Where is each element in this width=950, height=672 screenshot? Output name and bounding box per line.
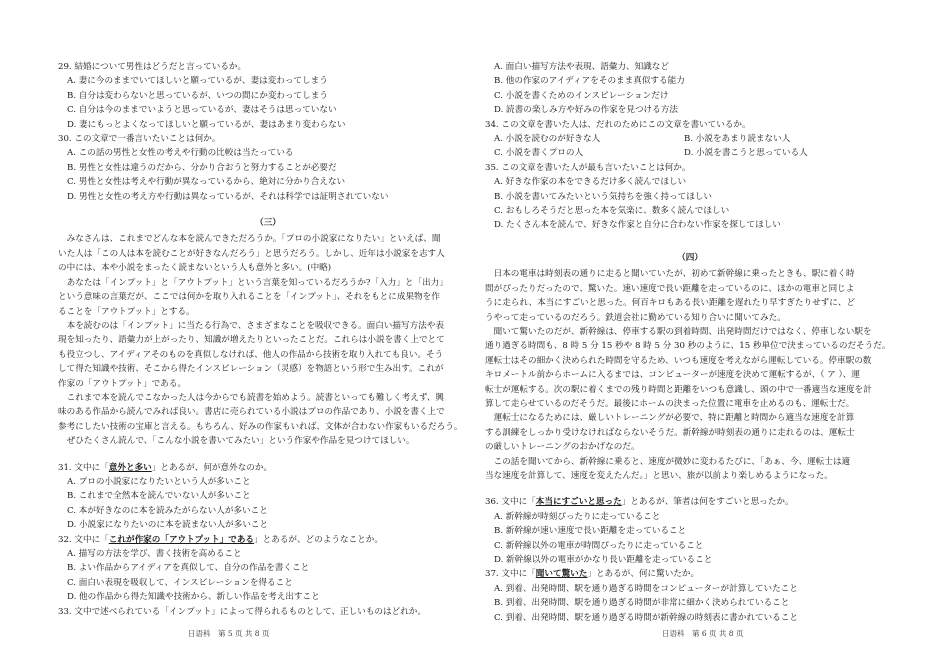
- q36-option-b: B. 新幹線が速い速度で長い距離を走っていること: [494, 526, 687, 537]
- q34-stem: 34. この文章を書いた人は、だれのためにこの文章を書いているか。: [485, 119, 751, 130]
- q35-option-d: D. たくさん本を読んで、好きな作家と自分に合わない作家を探してほしい: [494, 220, 781, 231]
- passage-3-line: これまで本を読んでこなかった人は今からでも読書を始めよう。読書といっても難しく考えず、興: [58, 392, 444, 403]
- q30-option-d: D. 男性と女性の考え方や行動は異なっているが、それは科学では証明されていない: [67, 191, 389, 202]
- q29-option-a: A. 妻に今のままでいてほしいと願っているが、妻は変わってしまう: [67, 76, 328, 87]
- q36-option-d: D. 新幹線以外の電車がかなり長い距離を走っていること: [494, 555, 713, 565]
- passage-4-line: うやって走っているのだろう。鉄道会社に勤めている知り合いに聞いてみた。: [485, 312, 786, 323]
- passage-4-line: 運転士になるためには、厳しいトレーニングが必要で、特に距離と時間から適当な速度を計算: [485, 413, 855, 424]
- q33-option-c: C. 小説を書くためのインスピレーションだけ: [494, 90, 669, 101]
- q31-option-d: D. 小説家になりたいのに本を読まない人が多いこと: [67, 520, 269, 531]
- q34-option-d: D. 小説を書こうと思っている人: [684, 148, 808, 159]
- passage-3-line: ぜひたくさん読んで、「こんな小説を書いてみたい」という作家や作品を見つけてほしい。: [58, 436, 415, 447]
- passage-3-line: みなさんは、これまでどんな本を読んできただろうか。「プロの小説家になりたい」といえば、聞: [58, 234, 441, 245]
- q33-option-b: B. 他の作家のアイディアをそのまま真似する能力: [494, 76, 685, 87]
- q35-option-a: A. 好きな作家の本をできるだけ多く読んでほしい: [494, 177, 687, 188]
- section-3-title: （三）: [255, 218, 281, 229]
- passage-4-line: 算して走らせているのだそうだ。最後にホームの決まった位置に電車を止めるのも、運転士だ。: [485, 398, 855, 409]
- q37-underlined-phrase: 聞いて驚いた: [535, 569, 588, 580]
- q31-stem: 31. 文中に「意外と多い」とあるが、何が意外なのか。: [58, 462, 273, 473]
- passage-3-line: 作家の「アウトプット」である。: [58, 378, 187, 389]
- q33-option-d: D. 読書の楽しみ方や好みの作家を見つける方法: [494, 105, 678, 116]
- passage-4-line: うに走られ、本当にすごいと思った。何百キロもある長い距離を遅れたり早すぎたりせずに、ど: [485, 298, 856, 309]
- passage-4-line: 間がぴったりだったので、驚いた。速い速度で長い距離を走っているのに、ほかの電車と同じよ: [485, 283, 855, 294]
- q35-option-b: B. 小説を書いてみたいという気持ちを強く持ってほしい: [494, 191, 713, 202]
- passage-4-line: 転士が運転する。次の駅に着くまでの残り時間と距離をいつも意識し、頭の中で一番適当な速度を計: [485, 384, 872, 395]
- q31-option-b: B. これまで全然本を読んでいない人が多いこと: [67, 491, 251, 502]
- q31-option-c: C. 本が好きなのに本を読みたがらない人が多いこと: [67, 505, 268, 516]
- passage-4-line: 当な速度を計算して、速度を変えたんだ。」と思い、旅が以前より楽しめるようになった。: [485, 470, 833, 481]
- passage-4-line: 通り過ぎる時間も、8 時 5 分 15 秒や 8 時 5 分 30 秒のように、15 秒単位で決まっているのだそうだ。: [485, 341, 891, 352]
- page-footer-left: 日语科 第 5 页 共 8 页: [188, 629, 270, 638]
- q32-option-d: D. 他の作品から得た知識や技術から、新しい作品を考え出すこと: [67, 592, 320, 603]
- q34-options-row: [485, 146, 895, 160]
- q37-option-b: B. 到着、出発時間、駅を通り過ぎる時間が非常に細かく決められていること: [494, 598, 790, 609]
- q30-option-c: C. 男性と女性は考えや行動が異なっているから、絶対に分かり合えない: [67, 177, 346, 188]
- passage-3-line: いた人は「この人は本を読むことが好きなんだろう」と思うだろう。しかし、近年は小説家を志す人: [58, 248, 445, 259]
- q30-stem: 30. この文章で一番言いたいことは何か。: [58, 134, 221, 145]
- q37-option-a: A. 到着、出発時間、駅を通り過ぎる時間をコンピューターが計算していたこと: [494, 583, 798, 594]
- passage-3-line: という意味の言葉だが、ここでは何かを取り入れることを「インプット」、それをもとに成果物を作: [58, 292, 440, 303]
- q34-option-a: A. 小説を読むのが好きな人: [494, 134, 601, 145]
- q36-underlined-phrase: 本当にすごいと思った: [535, 497, 622, 508]
- q29-option-d: D. 妻にもっとよくなってほしいと願っているが、妻はあまり変わらない: [67, 119, 346, 130]
- q29-option-b: B. 自分は変わらないと思っているが、いつの間にか変わってしまう: [67, 90, 328, 101]
- passage-3-line: 味のある作品から読んでみれば良い。書店に売られている小説はプロの作品であり、小説を書く上で: [58, 407, 445, 418]
- passage-3-line: 参考にしたい技術の宝庫と言える。もちろん、好みの作家もいれば、文体が合わない作家もいるだろう。: [58, 421, 463, 432]
- passage-4-line: 日本の電車は時刻表の通りに走ると聞いていたが、初めて新幹線に乗ったときも、駅に着く時: [485, 269, 855, 280]
- q34-option-c: C. 小説を書くプロの人: [494, 148, 584, 159]
- q37-stem: 37. 文中に「聞いて驚いた」とあるが、何に驚いたか。: [485, 569, 700, 580]
- passage-3-line: 現を知ったり、語彙力が上がったり、知識が増えたりといったことだ。これらは小説を書く上でとて: [58, 335, 445, 346]
- q32-stem: 32. 文中に「これが作家の「アウトプット」である」とあるが、どのようなことか。: [58, 534, 383, 545]
- passage-3-line: あなたは「インプット」と「アウトプット」という言葉を知っているだろうか?「入力」と「出力」: [58, 277, 448, 288]
- right-column: [485, 60, 895, 625]
- q33-stem: 33. 文中で述べられている「インプット」によって得られるものとして、正しいものはどれか。: [58, 606, 426, 617]
- passage-3-line: 本を読むのは「インプット」に当たる行為で、さまざまなことを吸収できる。面白い描写方法や表: [58, 320, 444, 331]
- q32-option-a: A. 描写の方法を学び、書く技術を高めること: [67, 549, 242, 559]
- q29-option-c: C. 自分は今のままでいようと思っているが、妻はそうは思っていない: [67, 105, 337, 116]
- q36-stem: 36. 文中に「本当にすごいと思った」とあるが、筆者は何をすごいと思ったか。: [485, 497, 794, 508]
- q36-option-c: C. 新幹線以外の電車が時間ぴったりに走っていること: [494, 540, 704, 551]
- page-footer-right: 日语科 第 6 页 共 8 页: [662, 629, 744, 638]
- q35-option-c: C. おもしろそうだと思った本を気楽に、数多く読んでほしい: [494, 206, 730, 217]
- section-4-title: （四）: [677, 252, 703, 263]
- passage-4-line: の厳しいトレーニングのおかげなのだ。: [485, 442, 640, 453]
- q29-stem: 29. 結婚について男性はどうだと言っているか。: [58, 62, 247, 72]
- passage-4-line: 運転士はその細かく決められた時間を守るため、いつも速度を考えながら運転している。停車駅の数: [485, 355, 872, 366]
- q33-option-a: A. 面白い描写方法や表現、語彙力、知識など: [494, 62, 669, 72]
- q30-option-a: A. この話の男性と女性の考えや行動の比較は当たっている: [67, 148, 294, 159]
- q37-option-c: C. 到着、出発時間、駅を通り過ぎる時間が新幹線の時刻表に書かれていること: [494, 612, 798, 623]
- passage-4-line: キロメートル前からホームに入るまでは、コンピューターが速度を決めて運転するが、（ ア ）、運: [485, 370, 860, 381]
- passage-3-line: ることを「アウトプット」とする。: [58, 306, 195, 317]
- q32-underlined-phrase: これが作家の「アウトプット」である: [108, 534, 255, 545]
- passage-3-line: の中には、本や小説をまったく読まないという人も意外と多い。(中略): [58, 263, 332, 274]
- q34-options-row: [485, 132, 895, 146]
- passage-4-line: 聞いて驚いたのだが、新幹線は、停車する駅の到着時間、出発時間だけではなく、停車しない駅を: [485, 326, 872, 337]
- passage-4-line: この話を聞いてから、新幹線に乗ると、速度が微妙に変わるたびに、「あぁ、今、運転士は適: [485, 456, 851, 467]
- passage-4-line: する訓練をしっかり受けなければならないそうだ。新幹線が時刻表の通りに走れるのは、運転士: [485, 427, 855, 438]
- q32-option-c: C. 面白い表現を吸収して、インスピレーションを得ること: [67, 577, 293, 588]
- q34-option-b: B. 小説をあまり読まない人: [684, 134, 791, 145]
- q32-option-b: B. よい作品からアイディアを真似して、自分の作品を書くこと: [67, 563, 310, 574]
- left-column: [58, 60, 478, 619]
- passage-3-line: して得た知識や技術、そこから得たインスピレーション（灵感）を物語という形で生み出す。これが: [58, 364, 444, 375]
- q31-underlined-phrase: 意外と多い: [108, 462, 152, 473]
- passage-3-line: も役立つし、アイディアそのものを真似しなければ、他人の作品から技術を取り入れても良い。そう: [58, 349, 444, 360]
- q36-option-a: A. 新幹線が時刻ぴったりに走っていること: [494, 511, 661, 522]
- q30-option-b: B. 男性と女性は違うのだから、分かり合おうと努力することが必要だ: [67, 162, 337, 173]
- q31-option-a: A. プロの小説家になりたいという人が多いこと: [67, 476, 251, 487]
- q35-stem: 35. この文章を書いた人が最も言いたいことは何か。: [485, 162, 691, 173]
